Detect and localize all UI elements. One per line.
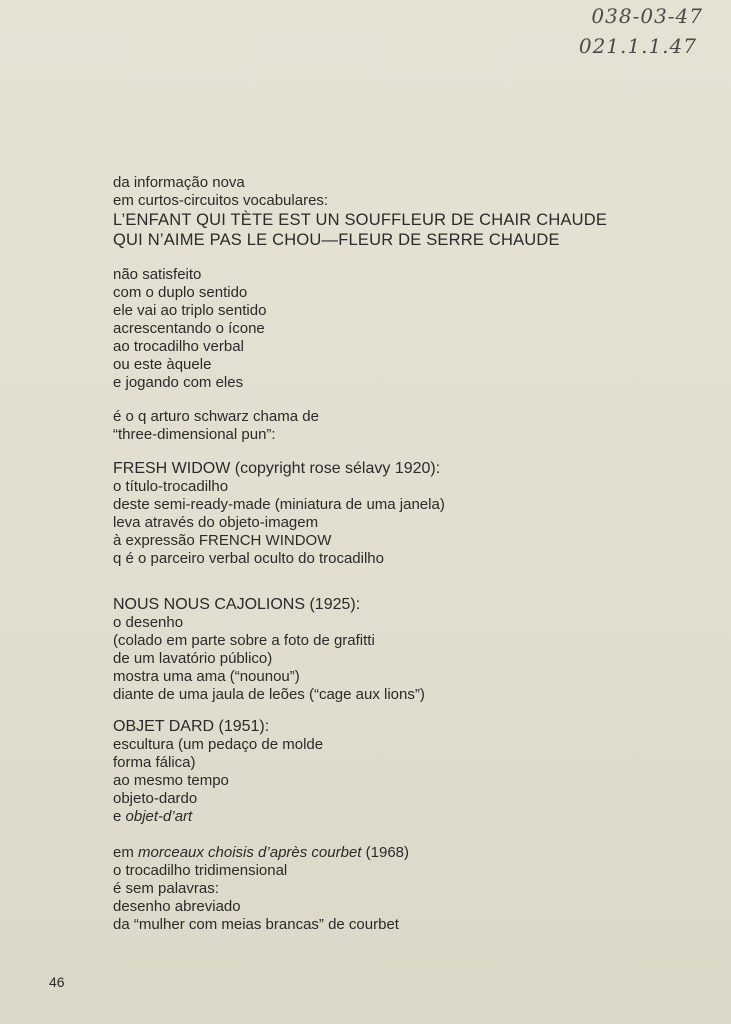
text-line: ele vai ao triplo sentido bbox=[113, 302, 267, 319]
text-line: (colado em parte sobre a foto de grafitti bbox=[113, 632, 375, 649]
text-line: leva através do objeto-imagem bbox=[113, 514, 319, 531]
text-line: FRESH WIDOW (copyright rose sélavy 1920): bbox=[113, 460, 441, 477]
text-run: (1968) bbox=[361, 844, 409, 861]
text-line: o desenho bbox=[113, 614, 184, 631]
text-line: o trocadilho tridimensional bbox=[113, 862, 288, 879]
text-line: de um lavatório público) bbox=[113, 650, 273, 667]
stanza bbox=[113, 844, 409, 934]
text-line: escultura (um pedaço de molde bbox=[113, 736, 324, 753]
text-line: à expressão FRENCH WINDOW bbox=[113, 532, 332, 549]
stanza bbox=[113, 596, 425, 704]
stanza bbox=[113, 266, 266, 392]
text-run: em bbox=[113, 844, 139, 861]
text-line: deste semi-ready-made (miniatura de uma janela) bbox=[113, 496, 445, 513]
handwritten-annotation: 021.1.1.47 bbox=[578, 34, 697, 58]
text-line bbox=[113, 844, 409, 862]
text-line: ao trocadilho verbal bbox=[113, 338, 244, 355]
text-line: da “mulher com meias brancas” de courbet bbox=[113, 916, 399, 933]
text-line bbox=[113, 808, 323, 826]
text-line: o título-trocadilho bbox=[113, 478, 229, 495]
stanza bbox=[113, 408, 319, 444]
text-line: em curtos-circuitos vocabulares: bbox=[113, 192, 329, 209]
text-line: NOUS NOUS CAJOLIONS (1925): bbox=[113, 596, 361, 613]
text-line: q é o parceiro verbal oculto do trocadilho bbox=[113, 550, 384, 567]
handwritten-annotation: 038-03-47 bbox=[591, 4, 703, 28]
text-line: diante de uma jaula de leões (“cage aux lions”) bbox=[113, 686, 425, 703]
italic-title: morceaux choisis d’après courbet bbox=[138, 844, 362, 861]
text-line: “three-dimensional pun”: bbox=[113, 426, 276, 443]
text-line: acrescentando o ícone bbox=[113, 320, 265, 337]
text-run: e bbox=[113, 808, 126, 825]
text-line: da informação nova bbox=[113, 174, 245, 191]
text-line: com o duplo sentido bbox=[113, 284, 248, 301]
text-line: é o q arturo schwarz chama de bbox=[113, 408, 319, 425]
text-line: ou este àquele bbox=[113, 356, 212, 373]
stanza bbox=[113, 718, 323, 826]
text-line: desenho abreviado bbox=[113, 898, 241, 915]
text-line: mostra uma ama (“nounou”) bbox=[113, 668, 300, 685]
text-line: ao mesmo tempo bbox=[113, 772, 229, 789]
text-line: é sem palavras: bbox=[113, 880, 219, 897]
text-line: QUI N’AIME PAS LE CHOU—FLEUR DE SERRE CHAUDE bbox=[113, 231, 560, 249]
text-line: forma fálica) bbox=[113, 754, 196, 771]
text-line: OBJET DARD (1951): bbox=[113, 718, 270, 735]
stanza bbox=[113, 174, 607, 250]
italic-title: objet-d’art bbox=[125, 808, 193, 825]
text-line: L’ENFANT QUI TÈTE EST UN SOUFFLEUR DE CHAIR CHAUDE bbox=[113, 211, 608, 229]
text-line: não satisfeito bbox=[113, 266, 202, 283]
text-line: objeto-dardo bbox=[113, 790, 198, 807]
stanza bbox=[113, 460, 445, 568]
page-number: 46 bbox=[49, 974, 65, 990]
text-line: e jogando com eles bbox=[113, 374, 244, 391]
